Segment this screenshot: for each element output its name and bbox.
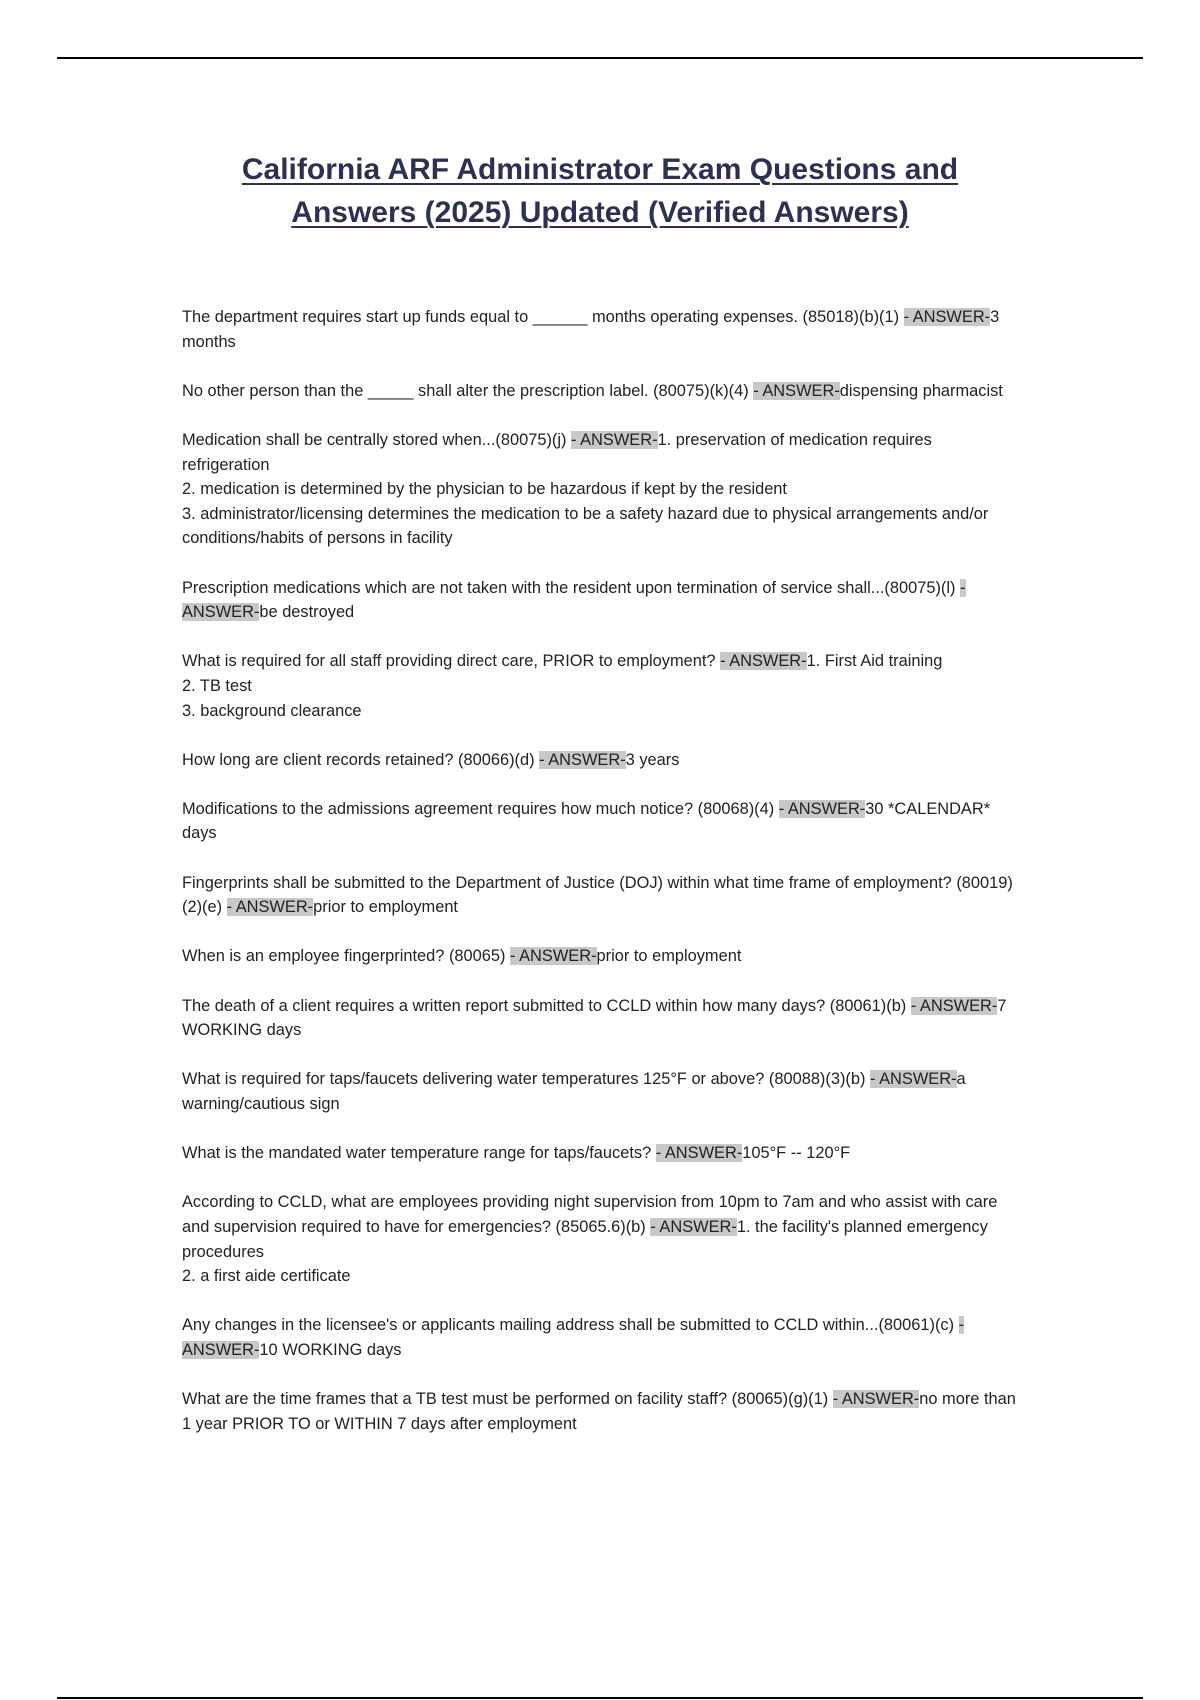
answer-text: 30 *CALENDAR* days (182, 799, 991, 843)
answer-line: 3. administrator/licensing determines the medication to be a safety hazard due to physical arrangements and/or conditions/habits of persons in facility (182, 504, 989, 548)
question-text: What is required for all staff providing direct care, PRIOR to employment? (182, 652, 721, 671)
answer-marker: - ANSWER- (910, 996, 998, 1015)
qa-item (182, 797, 1020, 846)
qa-item (182, 994, 1020, 1043)
qa-item (182, 871, 1020, 920)
question-text: Medication shall be centrally stored when...(80075)(j) (182, 430, 572, 449)
question-text: What are the time frames that a TB test must be performed on facility staff? (80065)(g)(1) (182, 1390, 833, 1409)
answer-text: 105°F -- 120°F (742, 1144, 851, 1163)
answer-line: 2. medication is determined by the physician to be hazardous if kept by the resident (182, 480, 787, 499)
question-text: What is the mandated water temperature range for taps/faucets? (182, 1144, 656, 1163)
document-title (150, 148, 1050, 234)
answer-marker: - ANSWER- (753, 381, 840, 400)
question-text: Modifications to the admissions agreement requires how much notice? (80068)(4) (182, 799, 779, 818)
question-text: Fingerprints shall be submitted to the Department of Justice (DOJ) within what time frame of employment? (80019)(2)(e) (182, 873, 1013, 917)
top-rule (57, 57, 1143, 59)
answer-text: prior to employment (596, 947, 742, 966)
answer-marker: - ANSWER- (182, 578, 966, 622)
answer-line: 2. TB test (182, 676, 252, 695)
qa-item (182, 1141, 1020, 1166)
answer-marker: - ANSWER- (778, 799, 866, 818)
qa-item (182, 379, 1020, 404)
answer-text: prior to employment (313, 898, 458, 917)
answer-text: 10 WORKING days (259, 1340, 402, 1359)
question-text: When is an employee fingerprinted? (80065) (182, 947, 511, 966)
qa-item (182, 944, 1020, 969)
answer-marker: - ANSWER- (832, 1390, 920, 1409)
title-line-1: California ARF Administrator Exam Questions and (241, 153, 959, 186)
qa-item (182, 576, 1020, 625)
question-text: How long are client records retained? (80066)(d) (182, 750, 540, 769)
answer-marker: - ANSWER- (650, 1217, 737, 1236)
qa-item (182, 649, 1020, 723)
answer-marker: - ANSWER- (539, 750, 626, 769)
qa-item (182, 1067, 1020, 1116)
answer-text: 7 WORKING days (182, 996, 1007, 1040)
qa-item (182, 748, 1020, 773)
question-text: No other person than the _____ shall alter the prescription label. (80075)(k)(4) (182, 381, 754, 400)
qa-item (182, 1190, 1020, 1288)
title-line-2: Answers (2025) Updated (Verified Answers) (291, 196, 909, 229)
answer-marker: - ANSWER- (870, 1070, 957, 1089)
answer-text: 3 years (625, 750, 680, 769)
answer-text: 1. the facility's planned emergency procedures (182, 1217, 988, 1261)
answer-text: dispensing pharmacist (839, 381, 1003, 400)
question-text: What is required for taps/faucets delivering water temperatures 125°F or above? (80088)(3)(b) (182, 1070, 871, 1089)
answer-marker: - ANSWER- (571, 430, 658, 449)
answer-text: 1. preservation of medication requires refrigeration (182, 430, 932, 474)
answer-text: no more than 1 year PRIOR TO or WITHIN 7 days after employment (182, 1390, 1016, 1433)
qa-item (182, 1313, 1020, 1362)
answer-marker: - ANSWER- (182, 1316, 965, 1359)
qa-item (182, 1387, 1020, 1436)
answer-text: 3 months (182, 308, 1000, 351)
answer-marker: - ANSWER- (720, 652, 807, 671)
qa-item (182, 305, 1020, 354)
qa-item (182, 428, 1020, 551)
question-text: According to CCLD, what are employees providing night supervision from 10pm to 7am and who assist with care and supervision required to have for emergencies? (85065.6)(b) (182, 1193, 998, 1236)
answer-marker: - ANSWER- (226, 898, 314, 917)
question-text: Prescription medications which are not taken with the resident upon termination of service shall...(80075)(l) (182, 578, 961, 597)
qa-list (182, 305, 1020, 1461)
answer-line: 3. background clearance (182, 701, 362, 720)
answer-text: 1. First Aid training (806, 652, 943, 671)
question-text: Any changes in the licensee's or applicants mailing address shall be submitted to CCLD within...(80061)(c) (182, 1316, 959, 1335)
bottom-rule (57, 1697, 1143, 1699)
answer-marker: - ANSWER- (510, 947, 597, 966)
answer-marker: - ANSWER- (655, 1144, 743, 1163)
question-text: The department requires start up funds equal to ______ months operating expenses. (85018)(b)(1) (182, 308, 904, 326)
answer-line: 2. a first aide certificate (182, 1267, 351, 1286)
answer-text: a warning/cautious sign (182, 1070, 966, 1113)
answer-text: be destroyed (259, 603, 355, 622)
question-text: The death of a client requires a written report submitted to CCLD within how many days? (80061)(b) (182, 996, 911, 1015)
answer-marker: - ANSWER- (903, 308, 991, 326)
